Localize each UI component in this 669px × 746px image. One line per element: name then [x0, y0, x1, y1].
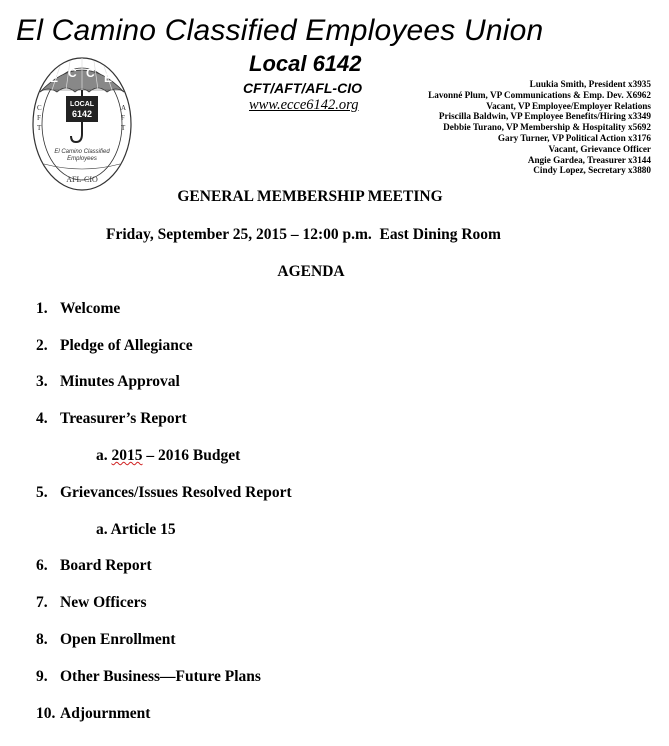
agenda-item [36, 300, 120, 318]
agenda-item-number: 5. [36, 484, 48, 501]
logo-side-f1: F [37, 114, 41, 122]
subitem-year: 2015 [111, 447, 143, 464]
officer-vp-political: Gary Turner, VP Political Action x3176 [497, 132, 651, 143]
logo-side-a: A [121, 104, 127, 112]
officer-vp-relations: Vacant, VP Employee/Employer Relations [486, 100, 651, 111]
agenda-item [36, 337, 193, 355]
agenda-item-number: 8. [36, 631, 48, 648]
logo-side-t1: T [37, 124, 42, 132]
agenda-subitem-budget [96, 447, 240, 465]
agenda-item-text: Open Enrollment [60, 631, 176, 648]
subitem-text: – 2016 Budget [146, 447, 241, 464]
agenda-item-number: 2. [36, 337, 48, 354]
affiliation: CFT/AFT/AFL-CIO [243, 80, 362, 96]
agenda-item [36, 410, 187, 428]
union-logo [30, 52, 134, 192]
agenda-item-number: 9. [36, 668, 48, 685]
agenda-item [36, 557, 152, 575]
agenda-item-text: Board Report [60, 557, 152, 574]
officer-secretary: Cindy Lopez, Secretary x3880 [533, 165, 651, 176]
logo-letter-3: C [86, 66, 95, 80]
agenda-item [36, 631, 176, 649]
agenda-item [36, 594, 147, 612]
agenda-item-text: New Officers [60, 594, 147, 611]
officer-grievance: Vacant, Grievance Officer [548, 143, 651, 154]
agenda-item-text: Grievances/Issues Resolved Report [60, 484, 292, 501]
subitem-letter: a. [96, 447, 108, 464]
agenda-item-text: Pledge of Allegiance [60, 337, 193, 354]
officer-vp-membership: Debbie Turano, VP Membership & Hospitality x5692 [443, 122, 651, 133]
website-link[interactable]: www.ecce6142.org [249, 97, 359, 113]
agenda-subitem-article: a. Article 15 [96, 521, 176, 538]
agenda-item [36, 484, 292, 502]
logo-letter-1: E [50, 71, 59, 85]
meeting-datetime: Friday, September 25, 2015 – 12:00 p.m. East Dining Room [106, 226, 501, 243]
meeting-title: GENERAL MEMBERSHIP MEETING [177, 188, 443, 205]
agenda-item-number: 1. [36, 300, 48, 317]
agenda-item-number: 6. [36, 557, 48, 574]
officer-treasurer: Angie Gardea, Treasurer x3144 [527, 154, 651, 165]
logo-side-f2: F [121, 114, 125, 122]
officer-president: Luukia Smith, President x3935 [529, 79, 651, 89]
agenda-item-text: Adjournment [60, 705, 151, 722]
agenda-item-number: 3. [36, 373, 48, 390]
agenda-heading: AGENDA [277, 263, 345, 280]
agenda-item-text: Other Business—Future Plans [60, 668, 261, 685]
officer-vp-benefits: Priscilla Baldwin, VP Employee Benefits/Hiring x3349 [438, 111, 651, 122]
logo-caption-line2: Employees [67, 156, 97, 162]
agenda-item-text: Minutes Approval [60, 373, 180, 390]
officer-vp-communications: Lavonné Plum, VP Communications & Emp. Dev. X6962 [428, 89, 651, 100]
agenda-item [36, 705, 150, 723]
logo-side-c1: C [37, 104, 42, 112]
agenda-item-number: 4. [36, 410, 48, 427]
logo-letter-2: C [68, 66, 77, 80]
officer-list [428, 79, 651, 176]
agenda-item-text: Treasurer’s Report [60, 410, 187, 427]
logo-bottom-text: AFL-CIO [66, 175, 98, 184]
agenda-item-number: 10. [36, 705, 56, 722]
local-number: Local 6142 [249, 51, 362, 76]
logo-letter-4: E [104, 71, 113, 85]
agenda-item [36, 373, 180, 391]
logo-badge-line2: 6142 [71, 109, 93, 119]
agenda-item [36, 668, 261, 686]
agenda-item-number: 7. [36, 594, 48, 611]
logo-badge-line1: LOCAL [69, 101, 95, 108]
agenda-item-text: Welcome [60, 300, 121, 317]
logo-caption-line1: El Camino Classified [54, 149, 110, 155]
logo-side-t2: T [121, 124, 126, 132]
union-title: El Camino Classified Employees Union [16, 14, 544, 47]
